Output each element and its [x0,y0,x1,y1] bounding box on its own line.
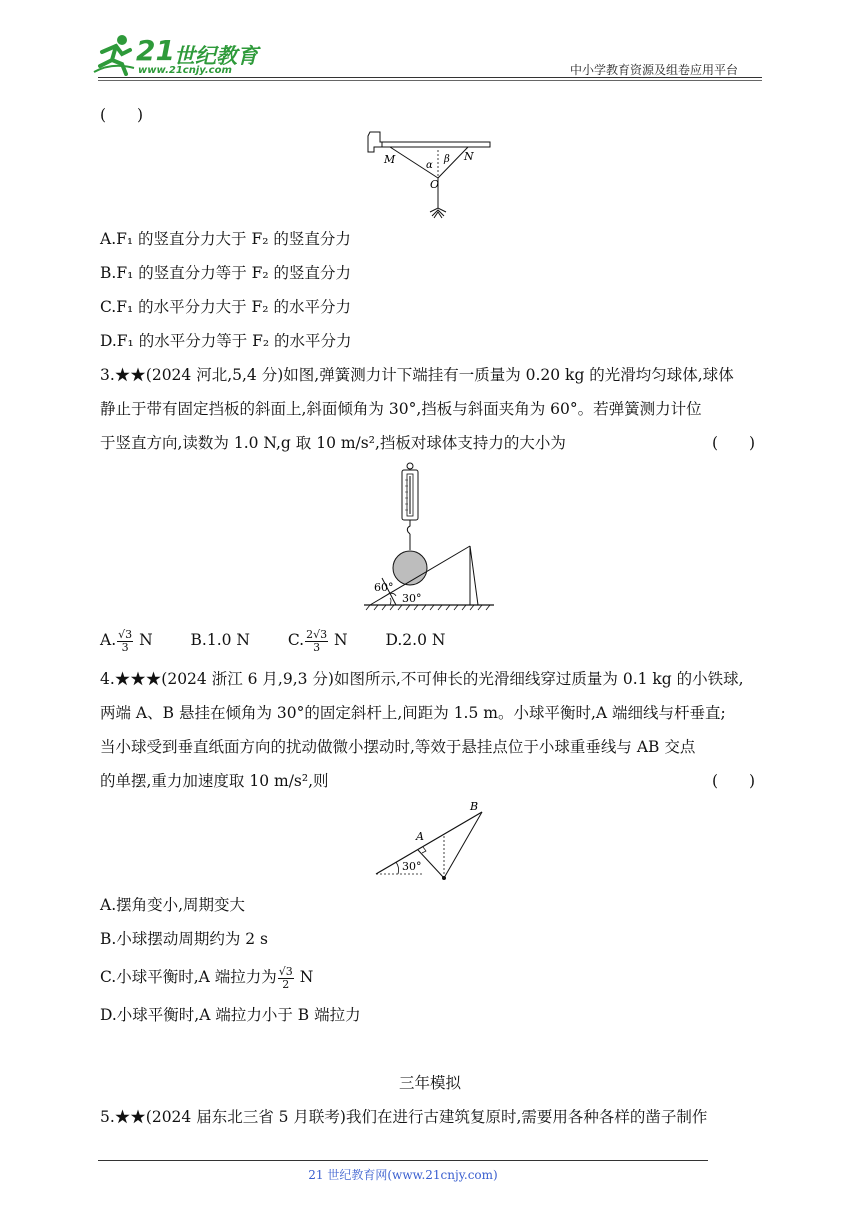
q3-options-row [100,628,445,653]
q3-option-c-numerator: 2√3 [306,627,328,641]
q2-option-b: B.F₁ 的竖直分力等于 F₂ 的竖直分力 [100,264,352,282]
label-O: O [430,178,440,191]
q3-option-c-denominator: 3 [313,640,321,654]
q3-option-c-fraction [305,629,328,653]
label-B: B [470,800,479,813]
q2-answer-bracket: ( ) [100,106,144,124]
label-30deg: 30° [402,592,422,605]
q3-option-a-numerator: √3 [118,627,133,641]
q3-option-c-prefix: C. [287,631,305,649]
runner-logo-icon [92,32,136,76]
label-alpha: α [426,160,433,171]
q3-option-a-denominator: 3 [121,640,129,654]
q3-option-c-unit: N [334,631,348,649]
q3-stem-line3: 于竖直方向,读数为 1.0 N,g 取 10 m/s²,挡板对球体支持力的大小为 [100,434,566,452]
label-30deg: 30° [402,860,422,873]
q2-figure [360,126,500,224]
q4-option-a: A.摆角变小,周期变大 [100,896,246,914]
section-title: 三年模拟 [398,1074,461,1092]
logo-url: www.21cnjy.com [138,65,232,76]
q4-stem-line4: 的单摆,重力加速度取 10 m/s²,则 [100,772,329,790]
q2-option-c: C.F₁ 的水平分力大于 F₂ 的水平分力 [100,298,351,316]
header-rule [98,77,762,78]
q3-stem-line2: 静止于带有固定挡板的斜面上,斜面倾角为 30°,挡板与斜面夹角为 60°。若弹簧测力计位 [100,400,702,418]
q4-option-c-fraction [278,966,294,990]
logo-text: 世纪教育 [174,44,258,68]
q3-option-b: B.1.0 N [190,631,250,649]
q3-option-d: D.2.0 N [385,631,446,649]
q5-stem-line1: 5.★★(2024 届东北三省 5 月联考)我们在进行古建筑复原时,需要用各种各样的凿子制作 [100,1108,708,1126]
q2-option-d: D.F₁ 的水平分力等于 F₂ 的水平分力 [100,332,352,350]
label-60deg: 60° [374,581,394,594]
q4-option-c-prefix: C.小球平衡时,A 端拉力为 [100,968,277,986]
q4-stem-line1: 4.★★★(2024 浙江 6 月,9,3 分)如图所示,不可伸长的光滑细线穿过质量为 0.1 kg 的小铁球, [100,670,744,688]
site-logo [92,32,262,78]
logo-number: 21 [136,34,175,67]
q3-figure [360,460,500,616]
q4-option-c-numerator: √3 [278,964,293,978]
q4-answer-bracket: ( ) [712,772,756,790]
q3-stem-line1: 3.★★(2024 河北,5,4 分)如图,弹簧测力计下端挂有一质量为 0.20 kg 的光滑均匀球体,球体 [100,366,734,384]
q4-stem-line3: 当小球受到垂直纸面方向的扰动做微小摆动时,等效于悬挂点位于小球重垂线与 AB 交点 [100,738,696,756]
label-M: M [384,153,396,166]
q4-figure [370,798,490,884]
q3-answer-bracket: ( ) [712,434,756,452]
q4-option-c-unit: N [299,968,314,986]
footer-rule [98,1160,708,1161]
label-beta: β [444,154,450,165]
q4-option-b: B.小球摆动周期约为 2 s [100,930,268,948]
q4-option-c-denominator: 2 [282,977,290,991]
platform-title: 中小学教育资源及组卷应用平台 [570,63,739,77]
q4-stem-line2: 两端 A、B 悬挂在倾角为 30°的固定斜杆上,间距为 1.5 m。小球平衡时,A 端细线与杆垂直; [100,704,726,722]
q4-option-c [100,964,313,990]
q2-option-a: A.F₁ 的竖直分力大于 F₂ 的竖直分力 [100,230,351,248]
q4-option-d: D.小球平衡时,A 端拉力小于 B 端拉力 [100,1006,361,1024]
header-rule-thin [98,80,762,81]
q3-option-a-prefix: A. [100,631,117,649]
q3-option-a-fraction [117,629,133,653]
label-N: N [464,150,474,163]
q3-option-a-unit: N [139,631,153,649]
label-A: A [416,830,424,843]
footer-link[interactable]: 21 世纪教育网(www.21cnjy.com) [308,1168,498,1182]
